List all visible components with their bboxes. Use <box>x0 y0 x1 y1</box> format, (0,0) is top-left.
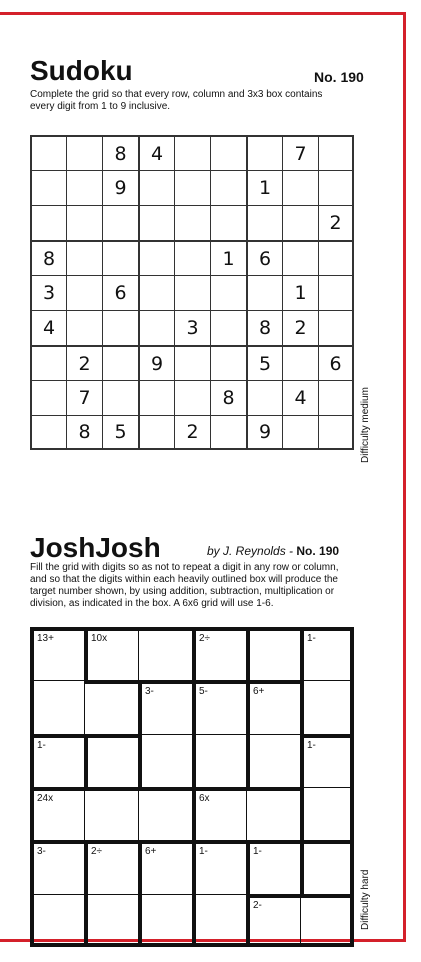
joshjosh-instructions-line3: target number shown, by using addition, subtraction, multiplication or <box>30 586 335 597</box>
cage-clue: 6+ <box>145 846 157 858</box>
joshjosh-instructions-line1: Fill the grid with digits so as not to repeat a digit in any row or column, <box>30 562 339 573</box>
sudoku-cell[interactable]: 7 <box>282 135 318 170</box>
joshjosh-cell[interactable] <box>300 627 354 680</box>
sudoku-cell[interactable] <box>138 380 174 415</box>
sudoku-difficulty: Difficulty medium <box>360 387 371 463</box>
sudoku-cell[interactable]: 1 <box>210 240 246 275</box>
sudoku-cell[interactable] <box>66 135 102 170</box>
sudoku-cell[interactable] <box>66 240 102 275</box>
sudoku-cell[interactable]: 8 <box>66 415 102 450</box>
cage-clue: 5- <box>199 686 208 698</box>
joshjosh-cell[interactable] <box>84 894 138 947</box>
joshjosh-number: No. 190 <box>296 544 340 558</box>
sudoku-cell[interactable]: 2 <box>282 310 318 345</box>
sudoku-cell[interactable]: 4 <box>282 380 318 415</box>
joshjosh-cell[interactable] <box>192 680 246 733</box>
sudoku-cell[interactable]: 8 <box>210 380 246 415</box>
sudoku-cell[interactable]: 5 <box>102 415 138 450</box>
sudoku-cell[interactable]: 2 <box>66 345 102 380</box>
joshjosh-title: JoshJosh <box>30 532 161 563</box>
sudoku-cell[interactable]: 1 <box>282 275 318 310</box>
sudoku-cell[interactable]: 6 <box>102 275 138 310</box>
sudoku-cell[interactable] <box>282 240 318 275</box>
sudoku-cell[interactable]: 9 <box>102 170 138 205</box>
sudoku-cell[interactable] <box>66 170 102 205</box>
sudoku-cell[interactable] <box>318 240 354 275</box>
cage-clue: 24x <box>37 793 54 804</box>
sudoku-cell[interactable] <box>318 170 354 205</box>
sudoku-cell[interactable]: 8 <box>102 135 138 170</box>
sudoku-cell[interactable] <box>246 275 282 310</box>
sudoku-cell[interactable]: 3 <box>174 310 210 345</box>
joshjosh-cell[interactable] <box>138 680 192 733</box>
sudoku-cell[interactable] <box>210 135 246 170</box>
sudoku-cell[interactable] <box>318 380 354 415</box>
joshjosh-cell[interactable] <box>138 734 192 787</box>
sudoku-cell[interactable] <box>102 310 138 345</box>
joshjosh-cell[interactable] <box>246 680 300 733</box>
sudoku-number: No. 190 <box>314 69 364 85</box>
sudoku-cell[interactable] <box>318 415 354 450</box>
joshjosh-cell[interactable] <box>30 680 84 733</box>
joshjosh-cell[interactable] <box>192 840 246 893</box>
sudoku-cell[interactable]: 8 <box>30 240 66 275</box>
sudoku-instructions-line1: Complete the grid so that every row, column and 3x3 box contains <box>30 89 323 100</box>
sudoku-cell[interactable]: 1 <box>246 170 282 205</box>
sudoku-cell[interactable]: 5 <box>246 345 282 380</box>
cage-clue: 2÷ <box>91 846 103 858</box>
joshjosh-cell[interactable] <box>30 840 84 893</box>
sudoku-cell[interactable] <box>318 275 354 310</box>
sudoku-cell[interactable]: 2 <box>174 415 210 450</box>
sudoku-cell[interactable] <box>66 275 102 310</box>
joshjosh-cell[interactable] <box>246 627 300 680</box>
cage-clue: 1- <box>199 846 208 858</box>
sudoku-cell[interactable] <box>210 345 246 380</box>
sudoku-cell[interactable] <box>30 380 66 415</box>
joshjosh-cell[interactable] <box>192 627 246 680</box>
sudoku-cell[interactable]: 4 <box>30 310 66 345</box>
joshjosh-cell[interactable] <box>138 840 192 893</box>
sudoku-cell[interactable] <box>246 380 282 415</box>
joshjosh-byline <box>207 544 339 558</box>
sudoku-cell[interactable]: 6 <box>318 345 354 380</box>
sudoku-title: Sudoku <box>30 55 133 86</box>
sudoku-cell[interactable] <box>174 275 210 310</box>
cage-clue: 6+ <box>253 686 265 698</box>
sudoku-cell[interactable] <box>174 205 210 240</box>
sudoku-cell[interactable] <box>174 135 210 170</box>
sudoku-cell[interactable] <box>210 275 246 310</box>
sudoku-cell[interactable]: 6 <box>246 240 282 275</box>
sudoku-cell[interactable]: 2 <box>318 205 354 240</box>
sudoku-cell[interactable] <box>138 415 174 450</box>
sudoku-cell[interactable] <box>282 170 318 205</box>
sudoku-cell[interactable]: 8 <box>246 310 282 345</box>
sudoku-cell[interactable]: 7 <box>66 380 102 415</box>
sudoku-cell[interactable]: 9 <box>246 415 282 450</box>
joshjosh-cell[interactable] <box>30 894 84 947</box>
joshjosh-cell[interactable] <box>30 787 84 840</box>
joshjosh-cell[interactable] <box>30 627 84 680</box>
sudoku-cell[interactable] <box>102 240 138 275</box>
cage-clue: 1- <box>37 739 46 751</box>
cage-clue: 1- <box>307 633 316 644</box>
cage-clue: 2÷ <box>199 633 211 644</box>
sudoku-cell[interactable] <box>138 205 174 240</box>
cage-clue: 10x <box>91 633 108 644</box>
joshjosh-difficulty: Difficulty hard <box>360 869 371 930</box>
joshjosh-cell[interactable] <box>192 894 246 947</box>
joshjosh-cell[interactable] <box>30 734 84 787</box>
sudoku-cell[interactable] <box>246 135 282 170</box>
joshjosh-cell[interactable] <box>84 680 138 733</box>
joshjosh-cell[interactable] <box>192 734 246 787</box>
sudoku-cell[interactable] <box>102 205 138 240</box>
joshjosh-cell[interactable] <box>246 840 300 893</box>
joshjosh-author: by J. Reynolds - <box>207 544 297 558</box>
sudoku-grid <box>30 135 354 450</box>
joshjosh-instructions-line2: and so that the digits within each heavily outlined box will produce the <box>30 574 338 585</box>
sudoku-cell[interactable] <box>282 205 318 240</box>
sudoku-cell[interactable] <box>282 345 318 380</box>
joshjosh-cell[interactable] <box>246 787 300 840</box>
sudoku-cell[interactable] <box>138 240 174 275</box>
sudoku-cell[interactable] <box>102 380 138 415</box>
sudoku-cell[interactable] <box>282 415 318 450</box>
joshjosh-cell[interactable] <box>246 734 300 787</box>
sudoku-cell[interactable] <box>66 205 102 240</box>
sudoku-cell[interactable] <box>174 170 210 205</box>
joshjosh-cell[interactable] <box>84 627 138 680</box>
sudoku-cell[interactable] <box>66 310 102 345</box>
sudoku-cell[interactable] <box>318 310 354 345</box>
sudoku-cell[interactable] <box>174 240 210 275</box>
sudoku-cell[interactable] <box>174 380 210 415</box>
joshjosh-cell[interactable] <box>84 787 138 840</box>
sudoku-cell[interactable]: 9 <box>138 345 174 380</box>
joshjosh-cell[interactable] <box>300 787 354 840</box>
joshjosh-cell[interactable] <box>300 680 354 733</box>
sudoku-cell[interactable] <box>30 345 66 380</box>
sudoku-cell[interactable]: 3 <box>30 275 66 310</box>
cage-clue: 1- <box>307 739 316 751</box>
sudoku-cell[interactable] <box>30 170 66 205</box>
cage-clue: 6x <box>199 793 210 804</box>
sudoku-cell[interactable] <box>174 345 210 380</box>
sudoku-cell[interactable] <box>30 415 66 450</box>
cage-clue: 2- <box>253 899 262 911</box>
joshjosh-cell[interactable] <box>300 840 354 893</box>
joshjosh-cell[interactable] <box>300 734 354 787</box>
sudoku-cell[interactable] <box>246 205 282 240</box>
sudoku-cell[interactable] <box>210 415 246 450</box>
sudoku-cell[interactable] <box>102 345 138 380</box>
sudoku-cell[interactable] <box>138 310 174 345</box>
sudoku-cell[interactable] <box>210 205 246 240</box>
sudoku-cell[interactable]: 4 <box>138 135 174 170</box>
joshjosh-cell[interactable] <box>300 894 354 947</box>
joshjosh-cell[interactable] <box>138 787 192 840</box>
joshjosh-grid <box>30 627 354 947</box>
cage-clue: 13+ <box>37 633 54 644</box>
joshjosh-cell[interactable] <box>84 840 138 893</box>
sudoku-cell[interactable] <box>318 135 354 170</box>
sudoku-cell[interactable] <box>210 170 246 205</box>
joshjosh-cell[interactable] <box>138 627 192 680</box>
joshjosh-cell[interactable] <box>192 787 246 840</box>
cage-clue: 1- <box>253 846 262 858</box>
sudoku-cell[interactable] <box>210 310 246 345</box>
joshjosh-cell[interactable] <box>246 894 300 947</box>
sudoku-cell[interactable] <box>138 170 174 205</box>
joshjosh-cell[interactable] <box>138 894 192 947</box>
cage-clue: 3- <box>145 686 154 698</box>
joshjosh-instructions-line4: division, as indicated in the box. A 6x6 grid will use 1-6. <box>30 598 274 609</box>
sudoku-cell[interactable] <box>138 275 174 310</box>
sudoku-cell[interactable] <box>30 135 66 170</box>
sudoku-cell[interactable] <box>30 205 66 240</box>
joshjosh-cell[interactable] <box>84 734 138 787</box>
sudoku-instructions-line2: every digit from 1 to 9 inclusive. <box>30 101 171 112</box>
cage-clue: 3- <box>37 846 46 858</box>
